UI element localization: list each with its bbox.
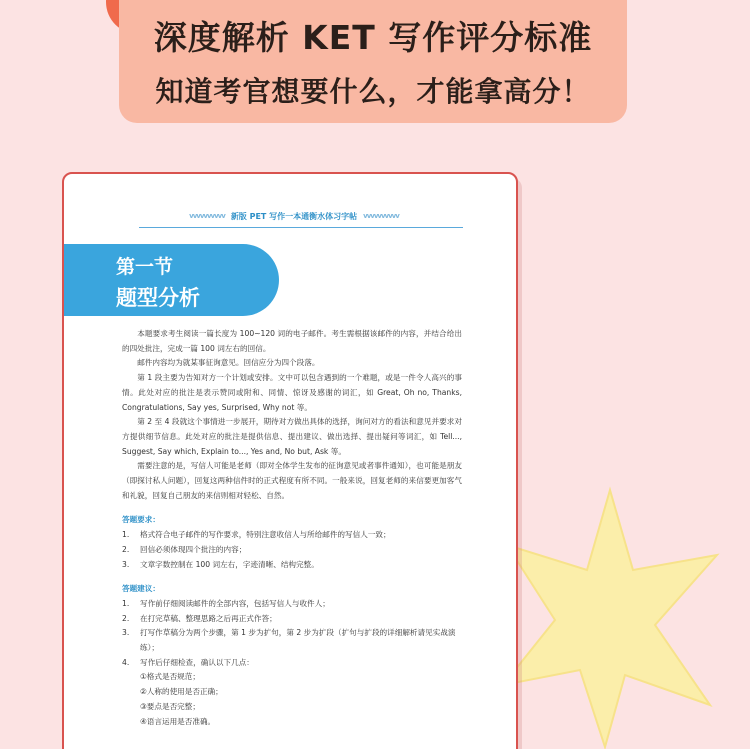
list-number: 3. (122, 559, 130, 569)
paragraph: 第 2 至 4 段就这个事情进一步展开，期待对方做出具体的选择，询问对方的看法和意见并要求对方提供细节信息。此处对应的批注是提供信息、提出建议、做出选择、提出疑问等词汇，如 Tell..., Suggest, Say which, Explain to..., Yes and, No but, Ask 等。 (122, 417, 462, 456)
list-item (122, 626, 462, 655)
book-header (139, 207, 449, 225)
list-text: 格式符合电子邮件的写作要求，特别注意收信人与所给邮件的写信人一致； (140, 530, 391, 540)
list-item (122, 656, 462, 671)
list-item (122, 612, 462, 627)
list-item (122, 543, 462, 558)
list-text: 在打完草稿、整理思路之后再正式作答； (140, 613, 277, 623)
requirements-heading: 答题要求： (122, 515, 160, 525)
title-banner (119, 0, 627, 123)
book-header-title: 新版 PET 写作一本通衡水体习字帖 (230, 211, 358, 221)
banner-subtitle: 知道考官想要什么，才能拿高分！ (155, 75, 591, 108)
list-number: 4. (122, 657, 130, 667)
wave-ornament-right-icon: vvvvvvvvvv (363, 212, 399, 220)
paragraph: 需要注意的是，写信人可能是老师（即对全体学生发布的征询意见或者事件通知），也可能是朋友（即探讨私人问题），回复这两种信件时的正式程度有所不同。一般来说，回复老师的来信要更加客气和礼貌，回复自己朋友的来信则相对轻松、自然。 (122, 461, 462, 500)
list-text: 回信必须体现四个批注的内容； (140, 544, 247, 554)
list-number: 1. (122, 530, 130, 540)
page-content (122, 327, 462, 729)
check-item: ①格式是否规范； (140, 672, 200, 682)
book-page (62, 172, 518, 749)
banner-title: 深度解析 KET 写作评分标准 (153, 18, 593, 57)
list-item (122, 558, 462, 573)
list-text: 文章字数控制在 100 词左右，字迹清晰、结构完整。 (140, 559, 319, 569)
section-number: 第一节 (116, 256, 174, 278)
list-number: 2. (122, 544, 130, 554)
list-text: 写作前仔细阅读邮件的全部内容，包括写信人与收件人； (140, 598, 330, 608)
check-item: ④语言运用是否准确。 (140, 716, 216, 726)
list-item (122, 528, 462, 543)
list-number: 2. (122, 613, 130, 623)
section-title: 题型分析 (116, 286, 200, 310)
wave-ornament-left-icon: vvvvvvvvvv (189, 212, 225, 220)
check-item: ③要点是否完整； (140, 701, 200, 711)
list-text: 写作后仔细检查，确认以下几点： (140, 657, 254, 667)
list-number: 1. (122, 598, 130, 608)
paragraph: 第 1 段主要为告知对方一个计划或安排。文中可以包含遇到的一个难题，或是一件令人高兴的事情。此处对应的批注是表示赞同或附和、同情、惊讶及感谢的词汇，如 Great, Oh no, Thanks, Congratulations, Say yes, Surprised, Why not 等。 (122, 373, 462, 412)
list-text: 打写作草稿分为两个步骤，第 1 步为扩句，第 2 步为扩段（扩句与扩段的详细解析请见实战演练）； (140, 628, 456, 653)
check-item: ②人称的使用是否正确； (140, 687, 223, 697)
list-number: 3. (122, 628, 130, 638)
header-divider (139, 227, 463, 228)
suggestions-heading: 答题建议： (122, 584, 160, 594)
star-decoration-icon (495, 485, 725, 749)
list-item (122, 597, 462, 612)
paragraph: 本题要求考生阅读一篇长度为 100~120 词的电子邮件。考生需根据该邮件的内容，并结合给出的四处批注，完成一篇 100 词左右的回信。 (122, 329, 462, 353)
paragraph: 邮件内容均为就某事征询意见。回信应分为四个段落。 (137, 358, 320, 368)
